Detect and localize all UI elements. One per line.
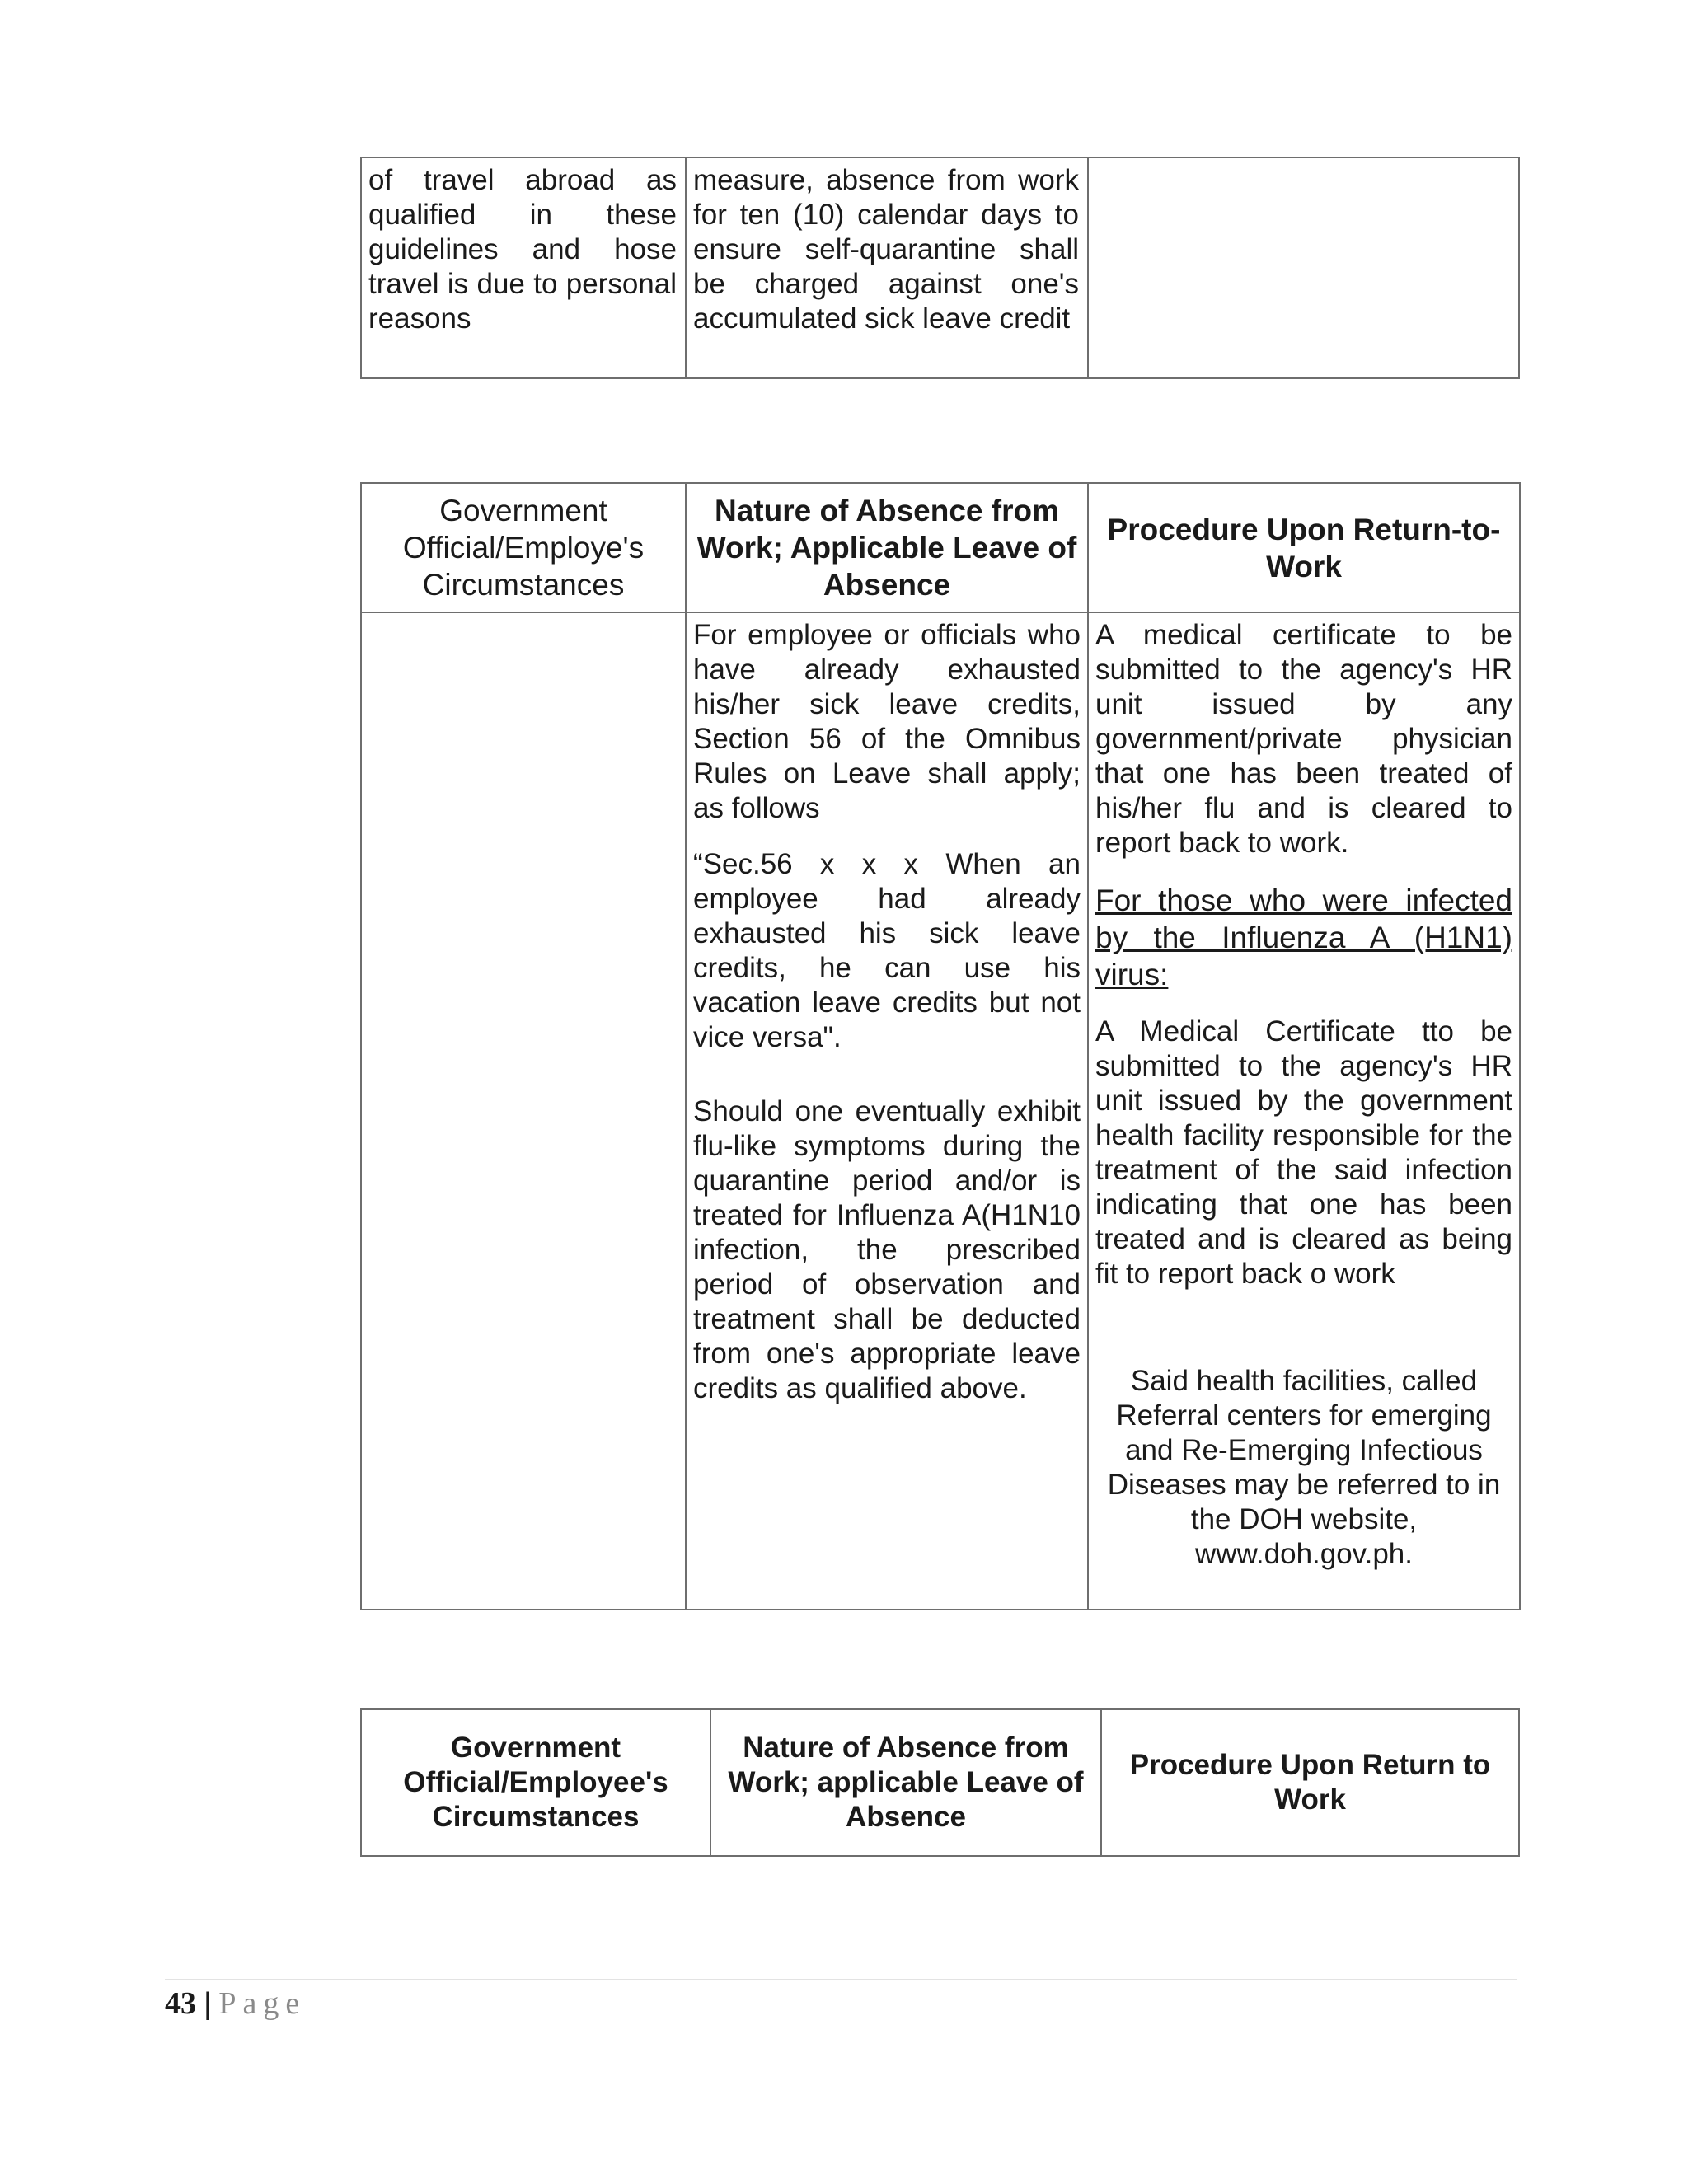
page-number: 43 (165, 1986, 196, 2021)
nature-of-absence-paragraph-2: “Sec.56 x x x When an employee had already exhausted his sick leave credits, he can use his vacation leave credits but not vice versa". (693, 848, 1081, 1053)
nature-of-absence-cell (686, 157, 1088, 378)
table-header-row (361, 1709, 1519, 1856)
next-table-header (360, 1708, 1520, 1857)
header-procedure (1101, 1709, 1519, 1856)
procedure-paragraph-3: Said health facilities, called Referral centers for emerging and Re-Emerging Infectious Diseases may be referred to in the DOH website, www.doh.gov.ph. (1107, 1365, 1501, 1570)
header-nature-of-absence-text: Nature of Absence from Work; Applicable Leave of Absence (696, 494, 1077, 602)
procedure-paragraph-1: A medical certificate to be submitted to the agency's HR unit issued by any government/private physician that one has been treated of his/her flu and is cleared to report back to work. (1095, 619, 1512, 859)
footer-divider (165, 1979, 1517, 1980)
circumstances-cell (361, 612, 686, 1610)
nature-of-absence-cell (686, 612, 1088, 1610)
procedure-subheading: For those who were infected by the Influenza A (H1N1) virus: (1095, 883, 1512, 991)
procedure-cell (1088, 157, 1519, 378)
nature-of-absence-paragraph-3: Should one eventually exhibit flu-like symptoms during the quarantine period and/or is treated for Influenza A(H1N10 infection, the prescribed period of observation and treatment shall be deducted from one's appropriate leave credits as qualified above. (693, 1095, 1081, 1404)
procedure-cell (1088, 612, 1520, 1610)
page-label: Page (218, 1986, 307, 2021)
circumstances-text: of travel abroad as qualified in these guidelines and hose travel is due to personal reasons (368, 164, 677, 335)
nature-of-absence-text: measure, absence from work for ten (10) calendar days to ensure self-quarantine shall be charged against one's accumulated sick leave credit (693, 164, 1079, 335)
leave-procedure-table (360, 482, 1521, 1610)
header-circumstances (361, 483, 686, 612)
header-procedure-text: Procedure Upon Return to Work (1129, 1749, 1491, 1816)
circumstances-text (362, 613, 685, 618)
header-nature-of-absence (710, 1709, 1101, 1856)
header-circumstances-text: Government Official/Employee's Circumstances (403, 1732, 668, 1833)
table-row (361, 612, 1520, 1610)
table-header-row (361, 483, 1520, 612)
circumstances-cell (361, 157, 686, 378)
nature-of-absence-paragraph-1: For employee or officials who have already exhausted his/her sick leave credits, Section 56 of the Omnibus Rules on Leave shall apply; as follows (693, 619, 1081, 824)
page-separator: | (204, 1986, 211, 2021)
procedure-paragraph-2: A Medical Certificate tto be submitted to the agency's HR unit issued by the government health facility responsible for the treatment of the said infection indicating that one has been treated and is cleared as being fit to report back o work (1095, 1015, 1512, 1290)
procedure-text (1089, 158, 1518, 163)
header-procedure-text: Procedure Upon Return-to-Work (1107, 512, 1501, 583)
continuation-table (360, 157, 1520, 379)
table-row (361, 157, 1519, 378)
header-procedure (1088, 483, 1520, 612)
header-circumstances (361, 1709, 710, 1856)
header-nature-of-absence (686, 483, 1088, 612)
header-nature-of-absence-text: Nature of Absence from Work; applicable Leave of Absence (728, 1732, 1084, 1833)
header-circumstances-text: Government Official/Employe's Circumstances (402, 494, 645, 602)
page-footer (165, 1985, 306, 2022)
